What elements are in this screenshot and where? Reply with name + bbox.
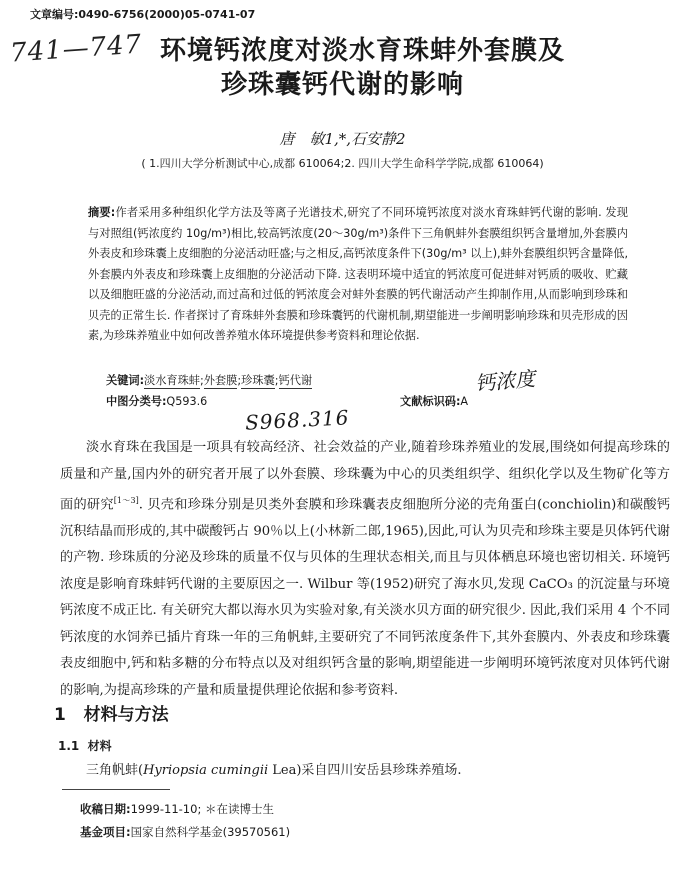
keyword: 珍珠囊 bbox=[241, 374, 275, 387]
abstract-label: 摘要: bbox=[88, 206, 116, 219]
document-code bbox=[400, 393, 468, 409]
subsection-number: 1.1 bbox=[58, 739, 80, 753]
body-text-part-1: 淡水育珠在我国是一项具有较高经济、社会效益的产业,随着珍珠养殖业的发展,围绕如何提高珍珠的质量和产量,国内外的研究者开展了以外套膜、珍珠囊为中心的贝类组织学、组织化学以及生物矿化等方面的研究 bbox=[60, 440, 670, 513]
received-label: 收稿日期: bbox=[80, 802, 131, 816]
section-title: 材料与方法 bbox=[83, 705, 169, 725]
classification-label: 中图分类号: bbox=[106, 395, 167, 408]
material-post: Lea)采自四川安岳县珍珠养殖场. bbox=[268, 763, 462, 778]
section-number: 1 bbox=[54, 705, 66, 725]
material-text bbox=[86, 759, 462, 778]
citation-ref: [1～3] bbox=[113, 496, 139, 505]
received-date-footnote bbox=[80, 801, 274, 817]
document-code-label: 文献标识码: bbox=[400, 395, 461, 408]
keyword: 外套膜 bbox=[203, 374, 238, 387]
keyword: 钙代谢 bbox=[278, 374, 313, 387]
body-text-part-2: . 贝壳和珍珠分别是贝类外套膜和珍珠囊表皮细胞所分泌的壳角蛋白(conchiolin)和碳酸钙沉积结晶而形成的,其中碳酸钙占 90％以上(小林新二郎,1965),因此,可认为贝壳和珍珠主要是贝体钙代谢的产物. 珍珠质的分泌及珍珠的质量不仅与贝体的生理状态相关,而且与贝体栖息环境也密切相关. 环境钙浓度是影响育珠蚌钙代谢的主要原因之一. Wilbur 等(1952)研究了海水贝,发现 CaCO₃ 的沉淀量与环境钙浓度不成正比. 有关研究大都以海水贝为实验对象,有关淡水贝方面的研究很少. 因此,我们采用 4 个不同钙浓度的水饲养已插片育珠一年的三角帆蚌,主要研究了不同钙浓度条件下,其外套膜内、外表皮和珍珠囊表皮细胞中,钙和粘多糖的分布特点以及对组织钙含量的影响,期望能进一步阐明环境钙浓度对贝体钙代谢的影响,为提高珍珠的产量和质量提供理论依据和参考资料. bbox=[60, 497, 671, 698]
material-pre: 三角帆蚌( bbox=[86, 763, 144, 778]
handwritten-class-code: S968.316 bbox=[244, 405, 350, 435]
fund-footnote bbox=[80, 824, 290, 840]
paper-title-line-1: 环境钙浓度对淡水育珠蚌外套膜及 bbox=[159, 36, 565, 66]
subsection-heading-1-1 bbox=[58, 737, 112, 754]
abstract bbox=[88, 203, 628, 347]
species-name: Hyriopsia cumingii bbox=[143, 763, 269, 778]
handwritten-keyword-note: 钙浓度 bbox=[474, 366, 537, 396]
classification-number bbox=[106, 393, 207, 409]
classification-value: Q593.6 bbox=[166, 395, 208, 408]
subsection-title: 材料 bbox=[87, 739, 112, 753]
fund-label: 基金项目: bbox=[80, 825, 131, 839]
footnote-divider bbox=[62, 789, 170, 790]
received-value: 1999-11-10; ＊在读博士生 bbox=[130, 802, 274, 816]
handwritten-page-range: 741—747 bbox=[9, 29, 144, 69]
body-paragraph bbox=[60, 435, 670, 704]
section-heading-1 bbox=[54, 700, 169, 725]
abstract-text: 作者采用多种组织化学方法及等离子光谱技术,研究了不同环境钙浓度对淡水育珠蚌钙代谢的影响. 发现与对照组(钙浓度约 10g/m³)相比,较高钙浓度(20～30g/m³)条件下三角帆蚌外套膜组织钙含量增加,外套膜内外表皮和珍珠囊上皮细胞的分泌活动旺盛;与之相反,高钙浓度条件下(30g/m³ 以上),蚌外套膜组织钙含量降低,外套膜内外表皮和珍珠囊上皮细胞的分泌活动下降. 这表明环境中适宜的钙浓度可促进蚌对钙质的吸收、贮藏以及细胞旺盛的分泌活动,而过高和过低的钙浓度会对蚌外套膜的钙代谢活动产生抑制作用,从而影响到珍珠和贝壳的正常生长. 作者探讨了育珠蚌外套膜和珍珠囊钙的代谢机制,期望能进一步阐明影响珍珠和贝壳形成的因素,为珍珠养殖业中如何改善养殖水体环境提供参考资料和理论依据. bbox=[88, 206, 628, 342]
article-number: 文章编号:0490-6756(2000)05-0741-07 bbox=[30, 8, 256, 21]
document-code-value: A bbox=[460, 395, 469, 408]
fund-value: 国家自然科学基金(39570561) bbox=[130, 825, 291, 839]
paper-title-line-2: 珍珠囊钙代谢的影响 bbox=[220, 70, 464, 100]
authors: 唐 敏1,*,石安静2 bbox=[279, 130, 406, 148]
keywords-label: 关键词: bbox=[106, 374, 145, 387]
keywords: 关键词:淡水育珠蚌;外套膜;珍珠囊;钙代谢 bbox=[106, 374, 313, 387]
keyword: 淡水育珠蚌 bbox=[144, 374, 200, 387]
affiliations: ( 1.四川大学分析测试中心,成都 610064;2. 四川大学生命科学学院,成都 610064) bbox=[141, 157, 544, 170]
